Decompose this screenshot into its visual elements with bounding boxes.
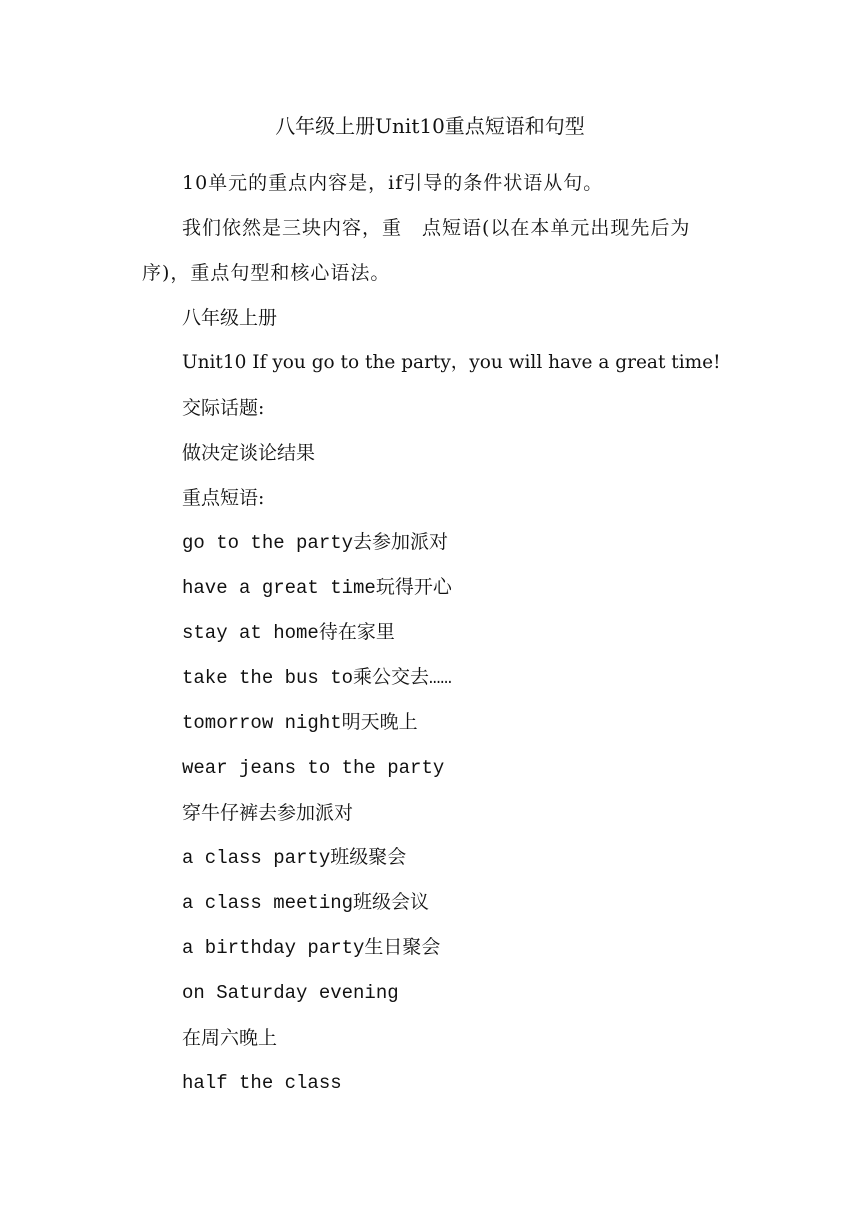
- phrase-item: 穿牛仔裤去参加派对: [182, 802, 354, 824]
- intro-paragraph-1: 10单元的重点内容是，if引导的条件状语从句。: [182, 172, 604, 194]
- phrases-label: 重点短语:: [182, 487, 265, 509]
- phrase-item: wear jeans to the party: [182, 757, 445, 779]
- unit-title: Unit10 If you go to the party，you will have a great time!: [182, 352, 721, 373]
- phrase-item: 在周六晚上: [182, 1027, 278, 1049]
- phrase-item: stay at home待在家里: [182, 622, 395, 644]
- phrase-item: half the class: [182, 1072, 342, 1094]
- topic-label: 交际话题:: [182, 397, 265, 419]
- phrase-item: a birthday party生日聚会: [182, 937, 441, 959]
- intro-paragraph-2-line-2: 序)，重点句型和核心语法。: [142, 262, 391, 284]
- grade-heading: 八年级上册: [182, 307, 278, 329]
- phrase-item: a class party班级聚会: [182, 847, 407, 869]
- phrase-item: have a great time玩得开心: [182, 577, 452, 599]
- topic-text: 做决定谈论结果: [182, 442, 316, 464]
- document-title: 八年级上册Unit10重点短语和句型: [275, 114, 585, 138]
- phrase-item: go to the party去参加派对: [182, 532, 449, 554]
- phrase-item: a class meeting班级会议: [182, 892, 430, 914]
- phrase-item: on Saturday evening: [182, 982, 399, 1004]
- phrase-item: take the bus to乘公交去……: [182, 667, 452, 689]
- intro-paragraph-2-line-1: 我们依然是三块内容，重 点短语(以在本单元出现先后为: [182, 217, 691, 239]
- phrase-item: tomorrow night明天晚上: [182, 712, 418, 734]
